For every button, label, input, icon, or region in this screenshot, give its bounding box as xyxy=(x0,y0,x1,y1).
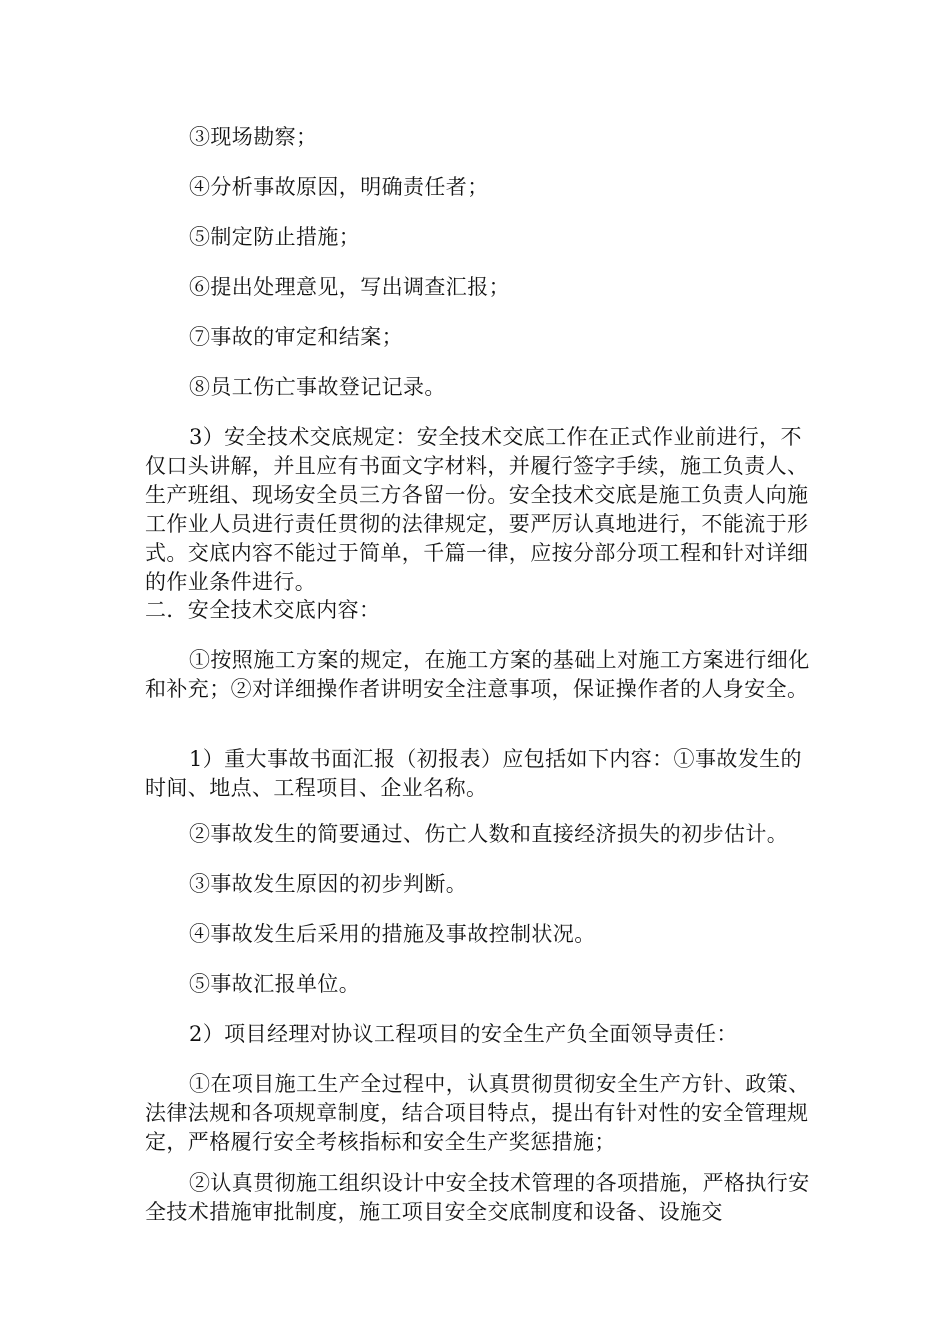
paragraph-case-closure: ⑦事故的审定和结案； xyxy=(189,325,403,349)
paragraph-construction-plan: ①按照施工方案的规定，在施工方案的基础上对施工方案进行细化和补充；②对详细操作者讲明安全注意事项，保证操作者的人身安全。 xyxy=(145,648,810,701)
paragraph-site-survey: ③现场勘察； xyxy=(189,125,318,149)
paragraph-reporting-unit: ⑤事故汇报单位。 xyxy=(189,972,361,996)
paragraph-safety-briefing-rules: 3）安全技术交底规定：安全技术交底工作在正式作业前进行，不仅口头讲解，并且应有书面文字材料，并履行签字手续，施工负责人、生产班组、现场安全员三方各留一份。安全技术交底是施工负责人向施工作业人员进行责任贯彻的法律规定，要严厉认真地进行，不能流于形式。交底内容不能过于简单，千篇一律，应按分部分项工程和针对详细的作业条件进行。 xyxy=(145,425,809,594)
paragraph-accident-process: ②事故发生的简要通过、伤亡人数和直接经济损失的初步估计。 xyxy=(189,822,789,846)
section-heading-briefing-content: 二．安全技术交底内容： xyxy=(145,598,381,622)
paragraph-accident-measures: ④事故发生后采用的措施及事故控制状况。 xyxy=(189,922,596,946)
paragraph-accident-cause: ③事故发生原因的初步判断。 xyxy=(189,872,468,896)
paragraph-technical-measures: ②认真贯彻施工组织设计中安全技术管理的各项措施，严格执行安全技术措施审批制度，施工项目安全交底制度和设备、设施交 xyxy=(145,1171,810,1224)
paragraph-safety-policy: ①在项目施工生产全过程中，认真贯彻贯彻安全生产方针、政策、法律法规和各项规章制度，结合项目特点，提出有针对性的安全管理规定，严格履行安全考核指标和安全生产奖惩措施； xyxy=(145,1072,810,1154)
paragraph-casualty-record: ⑧员工伤亡事故登记记录。 xyxy=(189,375,446,399)
paragraph-major-accident-report: 1）重大事故书面汇报（初报表）应包括如下内容：①事故发生的时间、地点、工程项目、企业名称。 xyxy=(145,747,802,800)
paragraph-project-manager-duty: 2）项目经理对协议工程项目的安全生产负全面领导责任： xyxy=(189,1022,738,1046)
paragraph-prevention-measures: ⑤制定防止措施； xyxy=(189,225,361,249)
paragraph-analyze-cause: ④分析事故原因，明确责任者； xyxy=(189,175,489,199)
paragraph-handling-opinion: ⑥提出处理意见，写出调查汇报； xyxy=(189,275,510,299)
